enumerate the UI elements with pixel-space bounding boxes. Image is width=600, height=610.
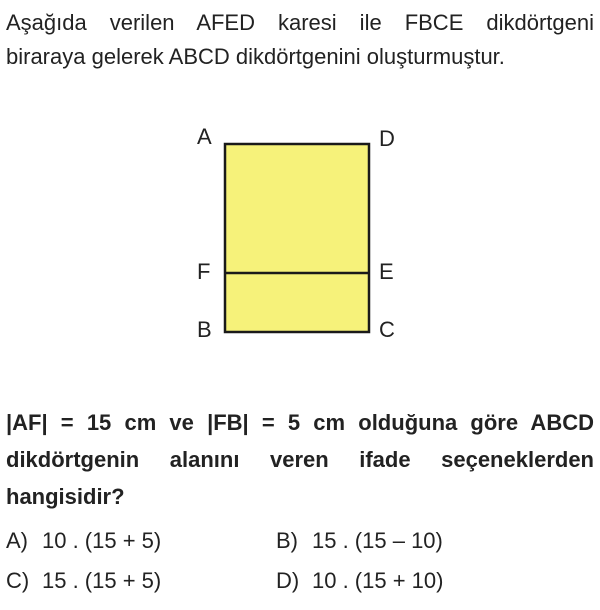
choice-a-text: 10 . (15 + 5) — [42, 528, 162, 553]
vertex-label-e: E — [379, 259, 394, 284]
intro-line-1: Aşağıda verilen AFED karesi ile FBCE dikdörtgeni — [6, 10, 594, 35]
choice-c-text: 15 . (15 + 5) — [42, 568, 162, 593]
choice-a-letter: A) — [6, 528, 28, 553]
choice-d-text: 10 . (15 + 10) — [312, 568, 444, 593]
choice-d[interactable] — [276, 568, 443, 594]
question-text — [6, 404, 594, 515]
choice-c-letter: C) — [6, 568, 30, 593]
choice-a[interactable] — [6, 528, 161, 554]
vertex-label-c: C — [379, 317, 395, 342]
question-line-2: dikdörtgenin alanını veren ifade seçeneklerden — [6, 447, 594, 472]
intro-text — [6, 6, 594, 74]
question-line-1: |AF| = 15 cm ve |FB| = 5 cm olduğuna göre ABCD — [6, 410, 594, 435]
question-line-3: hangisidir? — [6, 484, 125, 509]
choice-b-text: 15 . (15 – 10) — [312, 528, 443, 553]
vertex-label-d: D — [379, 126, 395, 151]
choice-d-letter: D) — [276, 568, 300, 593]
vertex-label-b: B — [197, 317, 212, 342]
choice-b-letter: B) — [276, 528, 298, 553]
choice-c[interactable] — [6, 568, 161, 594]
choice-b[interactable] — [276, 528, 443, 554]
rectangle-abcd — [225, 144, 369, 332]
vertex-label-f: F — [197, 259, 211, 284]
intro-line-2: biraraya gelerek ABCD dikdörtgenini oluşturmuştur. — [6, 44, 505, 69]
vertex-label-a: A — [197, 124, 212, 149]
